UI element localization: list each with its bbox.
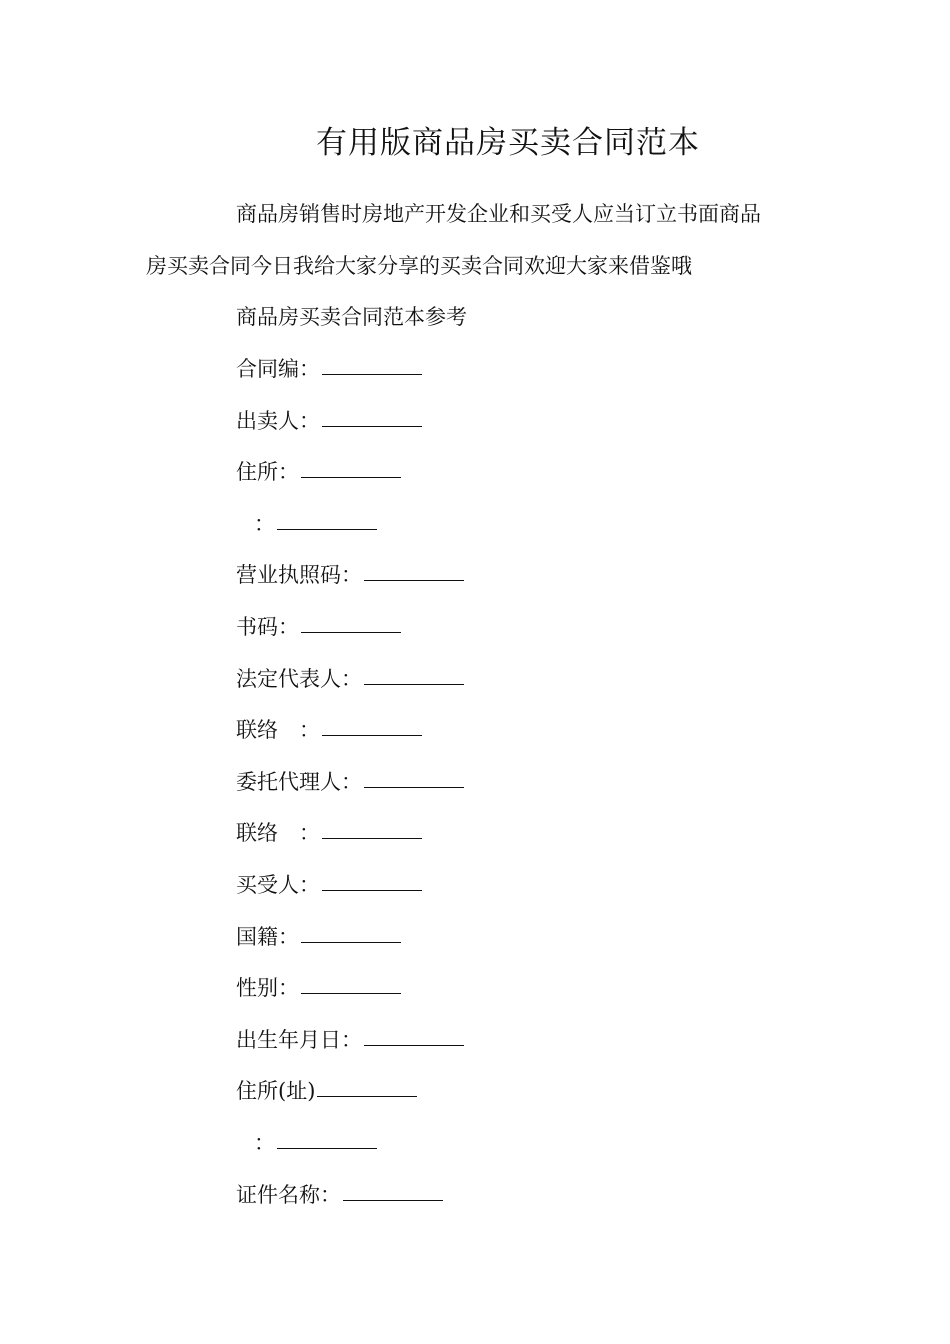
fill-in-blank: [322, 352, 422, 375]
field-label: 委托代理人：: [236, 769, 362, 794]
field-contact-1: [236, 713, 464, 765]
field-buyer-address: [236, 1074, 464, 1126]
fill-in-blank: [322, 404, 422, 427]
field-label: ：: [254, 511, 275, 536]
fill-in-blank: [301, 920, 401, 943]
fill-in-blank: [277, 1126, 377, 1149]
fill-in-blank: [343, 1178, 443, 1201]
field-seller-address: [236, 455, 464, 507]
field-authorized-agent: [236, 765, 464, 817]
fill-in-blank: [364, 558, 464, 581]
field-seller: [236, 404, 464, 456]
field-label: 证件名称：: [236, 1182, 341, 1207]
field-unnamed-2: [236, 1126, 464, 1178]
field-label: 书码：: [236, 614, 299, 639]
field-label: 买受人：: [236, 872, 320, 897]
field-label: 联络 ：: [236, 821, 320, 846]
fill-in-blank: [301, 971, 401, 994]
field-label: 法定代表人：: [236, 666, 362, 691]
field-label: 出卖人：: [236, 408, 320, 433]
field-label: 营业执照码：: [236, 563, 362, 588]
field-label: 住所(址): [236, 1079, 316, 1104]
field-contract-number: [236, 352, 464, 404]
fill-in-blank: [277, 507, 377, 530]
field-label: 出生年月日：: [236, 1027, 362, 1052]
fill-in-blank: [364, 1023, 464, 1046]
field-buyer: [236, 868, 464, 920]
fill-in-blank: [322, 816, 422, 839]
field-unnamed-1: [236, 507, 464, 559]
contract-fields: [236, 352, 464, 1229]
field-id-document-name: [236, 1178, 464, 1230]
fill-in-blank: [364, 662, 464, 685]
field-label: ：: [254, 1130, 275, 1155]
field-certificate-number: [236, 610, 464, 662]
fill-in-blank: [301, 455, 401, 478]
field-legal-representative: [236, 662, 464, 714]
field-label: 联络 ：: [236, 718, 320, 743]
fill-in-blank: [364, 765, 464, 788]
fill-in-blank: [317, 1074, 417, 1097]
intro-paragraph-line-2: 房买卖合同今日我给大家分享的买卖合同欢迎大家来借鉴哦: [146, 254, 692, 278]
field-gender: [236, 971, 464, 1023]
intro-paragraph-line-1: 商品房销售时房地产开发企业和买受人应当订立书面商品: [236, 202, 761, 226]
fill-in-blank: [301, 610, 401, 633]
field-label: 住所：: [236, 460, 299, 485]
field-label: 国籍：: [236, 924, 299, 949]
field-business-license-number: [236, 558, 464, 610]
field-contact-2: [236, 816, 464, 868]
fill-in-blank: [322, 868, 422, 891]
reference-heading: 商品房买卖合同范本参考: [236, 305, 467, 329]
field-date-of-birth: [236, 1023, 464, 1075]
document-title: 有用版商品房买卖合同范本: [316, 125, 700, 161]
fill-in-blank: [322, 713, 422, 736]
field-label: 合同编：: [236, 357, 320, 381]
field-nationality: [236, 920, 464, 972]
field-label: 性别：: [236, 976, 299, 1001]
